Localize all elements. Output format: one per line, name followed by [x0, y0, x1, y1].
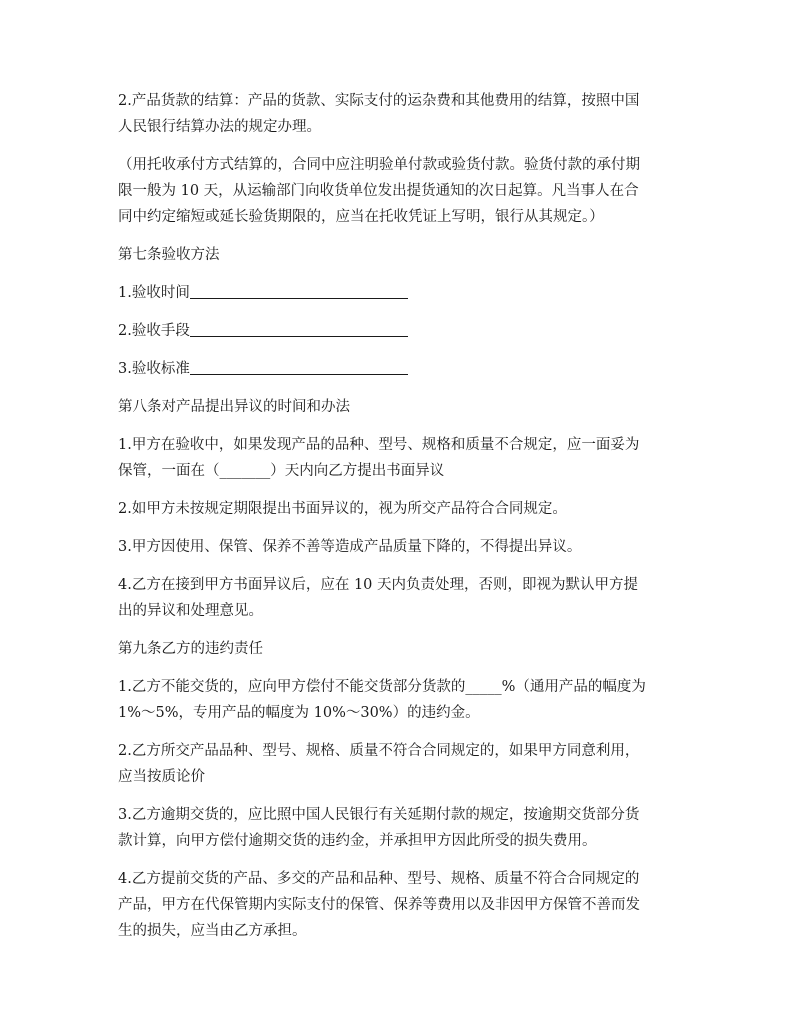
article-9-heading: 第九条乙方的违约责任 [118, 641, 263, 657]
text-line: 出的异议和处理意见。 [118, 603, 263, 619]
inspection-method-blank[interactable] [190, 318, 408, 337]
text-line: 保管，一面在（_______）天内向乙方提出书面异议 [118, 463, 445, 479]
paragraph-objection-2: 2.如甲方未按规定期限提出书面异议的，视为所交产品符合合同规定。 [118, 501, 567, 517]
inspection-time-row [118, 280, 684, 306]
text-line: 产品，甲方在代保管期内实际支付的保管、保养等费用以及非因甲方保管不善而发 [118, 897, 640, 913]
text-line: 1.甲方在验收中，如果发现产品的品种、型号、规格和质量不合规定，应一面妥为 [118, 437, 640, 453]
inspection-method-label: 2.验收手段 [118, 323, 190, 339]
text-line: 1.乙方不能交货的，应向甲方偿付不能交货部分货款的_____%（通用产品的幅度为 [118, 679, 646, 695]
paragraph-objection-3: 3.甲方因使用、保管、保养不善等造成产品质量下降的，不得提出异议。 [118, 539, 582, 555]
text-line: 2.产品货款的结算：产品的货款、实际支付的运杂费和其他费用的结算，按照中国 [118, 93, 640, 109]
inspection-time-label: 1.验收时间 [118, 285, 190, 301]
text-line: 款计算，向甲方偿付逾期交货的违约金，并承担甲方因此所受的损失费用。 [118, 833, 597, 849]
inspection-method-row [118, 318, 684, 344]
paragraph-objection-1 [118, 432, 684, 484]
paragraph-liability-4 [118, 866, 684, 944]
inspection-standard-label: 3.验收标准 [118, 361, 190, 377]
text-line: 4.乙方在接到甲方书面异议后，应在 10 天内负责处理，否则，即视为默认甲方提 [118, 577, 639, 593]
text-line: 4.乙方提前交货的产品、多交的产品和品种、型号、规格、质量不符合合同规定的 [118, 871, 640, 887]
text-line: 生的损失，应当由乙方承担。 [118, 923, 307, 939]
paragraph-liability-3 [118, 802, 684, 854]
text-line: 限一般为 10 天，从运输部门向收货单位发出提货通知的次日起算。凡当事人在合 [118, 183, 639, 199]
inspection-standard-blank[interactable] [190, 356, 408, 375]
text-line: 1%～5%，专用产品的幅度为 10%～30%）的违约金。 [118, 705, 480, 721]
paragraph-settlement [118, 88, 684, 140]
paragraph-collection-note [118, 152, 684, 230]
text-line: 2.乙方所交产品品种、型号、规格、质量不符合合同规定的，如果甲方同意利用， [118, 743, 640, 759]
paragraph-liability-1 [118, 674, 684, 726]
paragraph-liability-2 [118, 738, 684, 790]
article-8-heading: 第八条对产品提出异议的时间和办法 [118, 399, 350, 415]
text-line: 人民银行结算办法的规定办理。 [118, 119, 321, 135]
document-page [118, 88, 684, 956]
article-7-heading: 第七条验收方法 [118, 247, 220, 263]
text-line: 同中约定缩短或延长验货期限的，应当在托收凭证上写明，银行从其规定。） [118, 209, 604, 225]
inspection-standard-row [118, 356, 684, 382]
text-line: 3.乙方逾期交货的，应比照中国人民银行有关延期付款的规定，按逾期交货部分货 [118, 807, 640, 823]
text-line: （用托收承付方式结算的，合同中应注明验单付款或验货付款。验货付款的承付期 [118, 157, 640, 173]
text-line: 应当按质论价 [118, 769, 205, 785]
inspection-time-blank[interactable] [190, 280, 408, 299]
paragraph-objection-4 [118, 572, 684, 624]
